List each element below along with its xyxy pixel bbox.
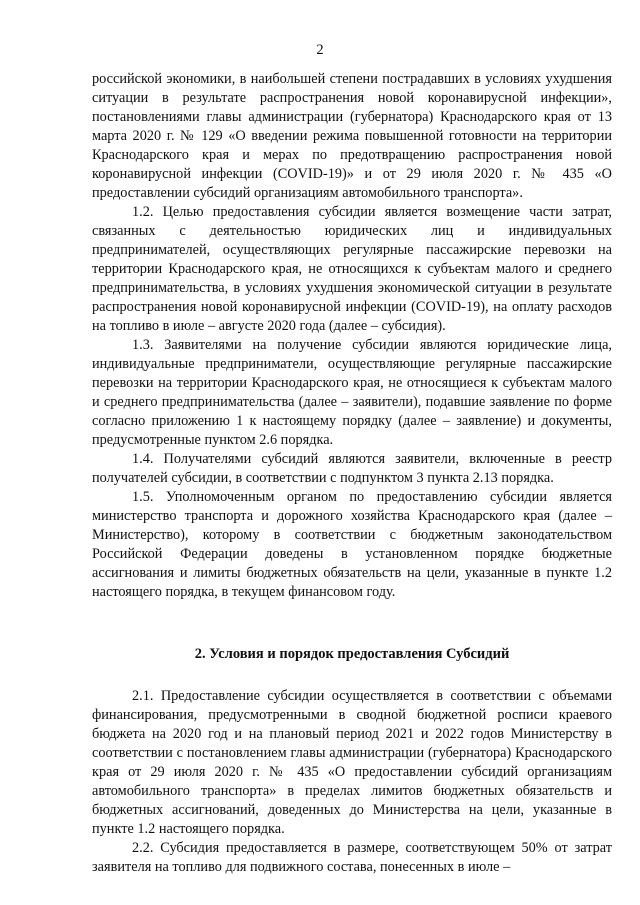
- paragraph-1-2: 1.2. Целью предоставления субсидии является возмещение части затрат, связанных с деятельностью юридических лиц и индивидуальных предпринимателей, осуществляющих регулярные пассажирские перевозки на территории Краснодарского края, не относящихся к субъектам малого и среднего предпринимательства, в условиях ухудшения экономической ситуации в результате распространения новой коронавирусной инфекции (COVID-19), на оплату расходов на топливо в июле – августе 2020 года (далее – субсидия).: [92, 204, 612, 334]
- section-heading: 2. Условия и порядок предоставления Субсидий: [194, 646, 510, 662]
- paragraph-1-4: 1.4. Получателями субсидий являются заявители, включенные в реестр получателей субсидии, в соответствии с подпунктом 3 пункта 2.13 порядка.: [92, 451, 612, 486]
- paragraph-2-2: 2.2. Субсидия предоставляется в размере, соответствующем 50% от затрат заявителя на топливо для подвижного состава, понесенных в июле –: [92, 840, 612, 875]
- paragraph-2-1: 2.1. Предоставление субсидии осуществляется в соответствии с объемами финансирования, предусмотренными в сводной бюджетной росписи краевого бюджета на 2020 год и на плановый период 2021 и 2022 годов Министерству в соответствии с постановлением главы администрации (губернатора) Краснодарского края от 29 июля 2020 г. № 435 «О предоставлении субсидий организациям автомобильного транспорта» в пределах лимитов бюджетных обязательств и бюджетных ассигнований, доведенных до Министерства на цели, указанные в пункте 1.2 настоящего порядка.: [92, 688, 612, 837]
- paragraph-1-5: 1.5. Уполномоченным органом по предоставлению субсидии является министерство транспорта и дорожного хозяйства Краснодарского края (далее – Министерство), которому в соответствии с бюджетным законодательством Российской Федерации доведены в установленном порядке бюджетные ассигнования и лимиты бюджетных обязательств на цели, указанные в пункте 1.2 настоящего порядка, в текущем финансовом году.: [92, 489, 612, 600]
- paragraph-1-3: 1.3. Заявителями на получение субсидии являются юридические лица, индивидуальные предприниматели, осуществляющие регулярные пассажирские перевозки на территории Краснодарского края, не относящиеся к субъектам малого и среднего предпринимательства (далее – заявители), подавшие заявление по форме согласно приложению 1 к настоящему порядку (далее – заявление) и документы, предусмотренные пунктом 2.6 порядка.: [92, 337, 612, 448]
- page-number: 2: [316, 42, 324, 58]
- document-body: [92, 70, 612, 877]
- paragraph-continuation: российской экономики, в наибольшей степени пострадавших в условиях ухудшения ситуации в результате распространения новой коронавирусной инфекции», постановлениями главы администрации (губернатора) Краснодарского края от 13 марта 2020 г. № 129 «О введении режима повышенной готовности на территории Краснодарского края и мерах по предотвращению распространения новой коронавирусной инфекции (COVID-19)» и от 29 июля 2020 г. № 435 «О предоставлении субсидий организациям автомобильного транспорта».: [92, 71, 612, 201]
